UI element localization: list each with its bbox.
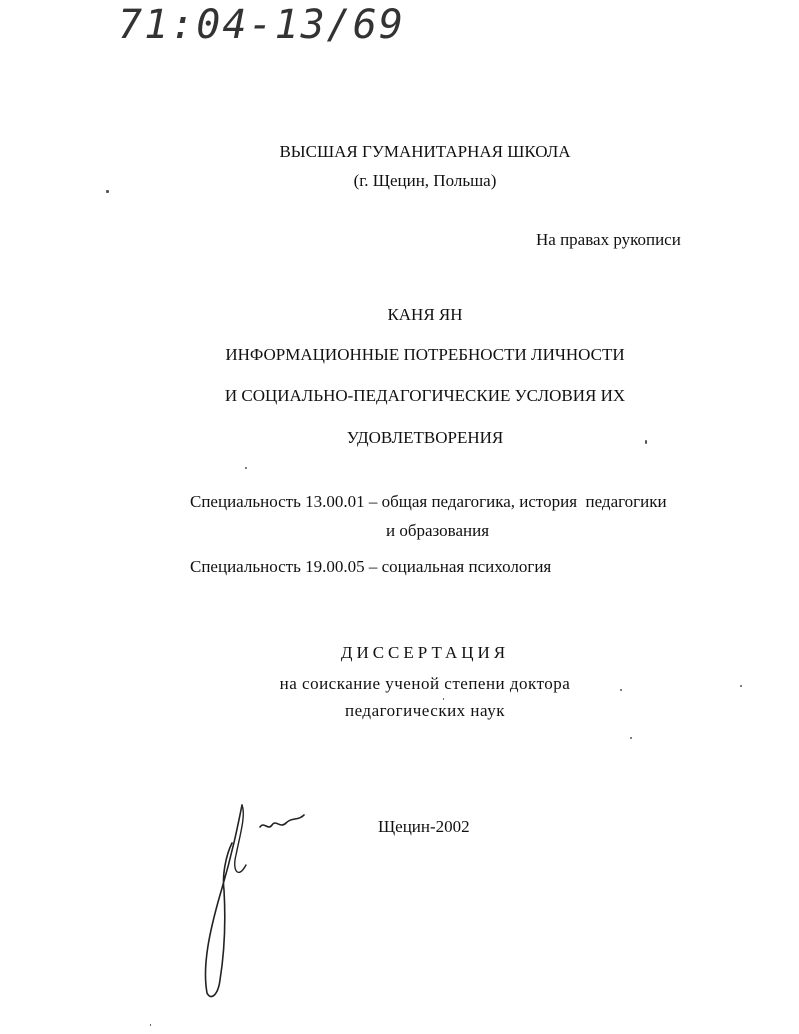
work-purpose-line-1: на соискание ученой степени доктора	[279, 674, 571, 693]
institution-location: (г. Щецин, Польша)	[353, 171, 497, 190]
scan-mark	[645, 440, 647, 444]
specialty-1-line-1: Специальность 13.00.01 – общая педагогика, история педагогики	[190, 492, 667, 511]
scan-mark	[740, 685, 742, 687]
title-line-3: УДОВЛЕТВОРЕНИЯ	[346, 428, 504, 447]
scan-mark	[630, 737, 632, 739]
specialty-1-line-2: и образования	[386, 521, 490, 540]
work-purpose-line-2: педагогических наук	[345, 701, 505, 720]
scan-mark	[443, 698, 444, 700]
signature-stroke-tail	[260, 815, 304, 827]
title-line-1: ИНФОРМАЦИОННЫЕ ПОТРЕБНОСТИ ЛИЧНОСТИ	[225, 345, 625, 364]
institution-name: ВЫСШАЯ ГУМАНИТАРНАЯ ШКОЛА	[279, 142, 571, 161]
scan-mark	[245, 467, 247, 469]
scan-mark	[620, 689, 622, 691]
author-name: КАНЯ ЯН	[387, 305, 463, 324]
title-line-2: И СОЦИАЛЬНО-ПЕДАГОГИЧЕСКИЕ УСЛОВИЯ ИХ	[224, 386, 626, 405]
work-type: ДИССЕРТАЦИЯ	[340, 643, 510, 662]
scan-mark	[106, 190, 109, 193]
place-year: Щецин-2002	[378, 817, 470, 836]
specialty-2: Специальность 19.00.05 – социальная психология	[190, 557, 552, 576]
scan-mark	[150, 1024, 151, 1026]
rights-note: На правах рукописи	[536, 230, 681, 249]
signature-stroke-main	[205, 805, 242, 997]
archive-code: 71:04-13/69	[118, 2, 405, 48]
signature	[180, 795, 310, 1005]
